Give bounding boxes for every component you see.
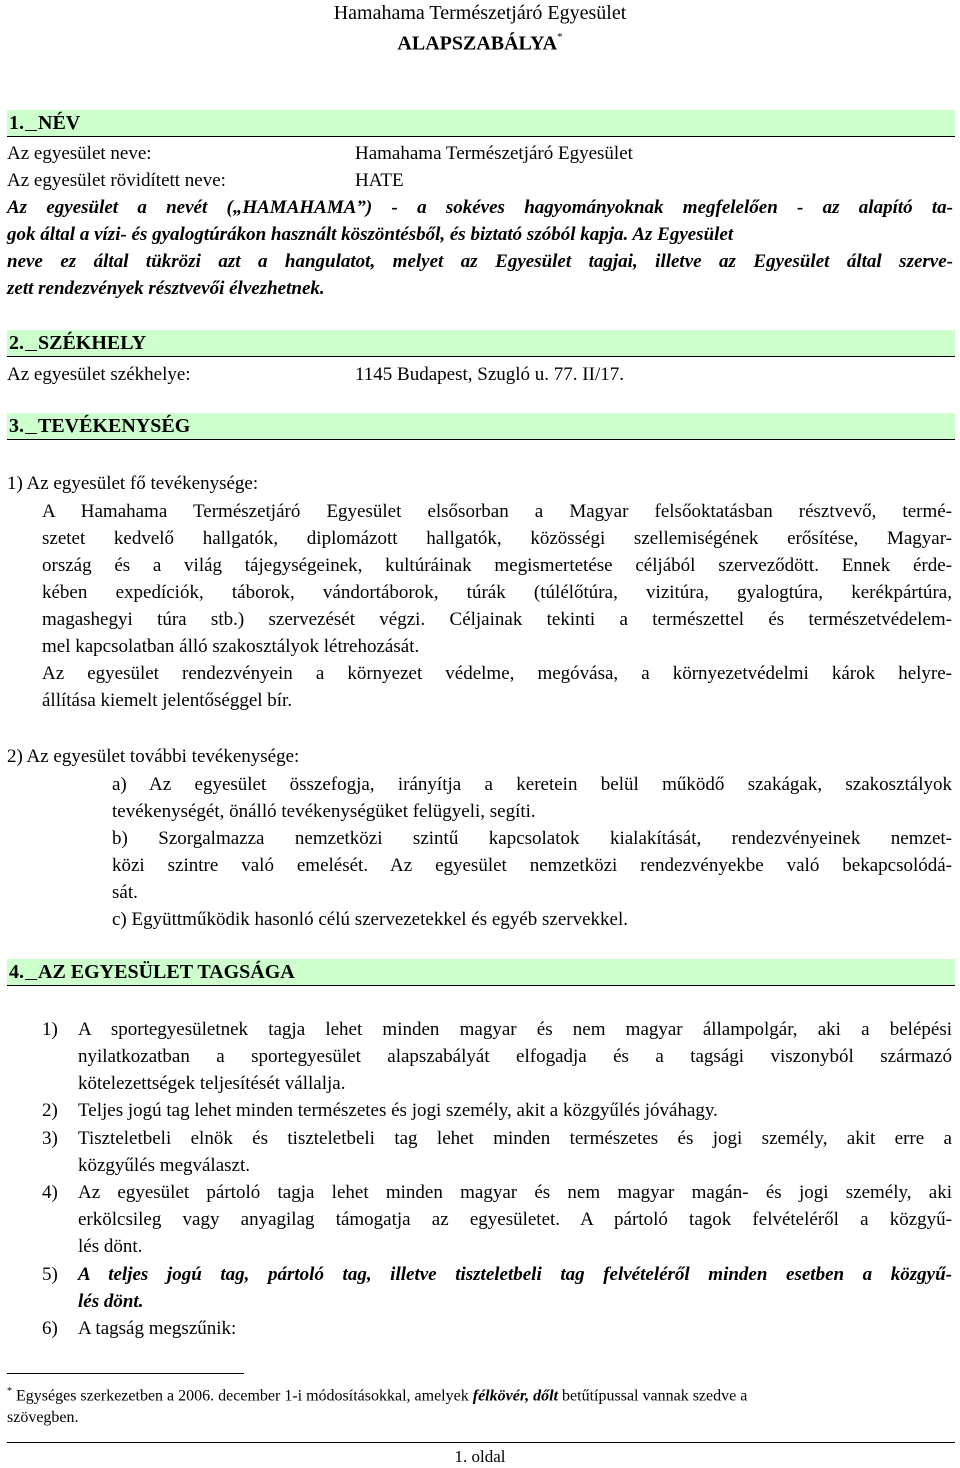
main-activity-line: kében expedíciók, táborok, vándortáborok, túrák (túlélőtúra, vizitúra, gyalogtúra, kerékpártúra, [42, 582, 952, 603]
section-number: 2. [9, 332, 24, 354]
name-description-line: Az egyesület a nevét („HAMAHAMA”) - a sokéves hagyományoknak megfelelően - az alapító ta- [7, 197, 953, 218]
name-value: Hamahama Természetjáró Egyesület [355, 143, 633, 164]
list-item-number: 3) [42, 1128, 58, 1149]
other-activity-line: a) Az egyesület összefogja, irányítja a keretein belül működő szakágak, szakosztályok [112, 774, 952, 795]
section-heading-tagsag [7, 959, 955, 986]
footnote-emphasis: félkövér, dőlt [472, 1387, 559, 1405]
other-activity-line: b) Szorgalmazza nemzetközi szintű kapcsolatok kialakítását, rendezvényeinek nemzet- [112, 828, 952, 849]
main-activity-line: A Hamahama Természetjáró Egyesület elsősorban a Magyar felsőoktatásban résztvevő, termé- [42, 501, 952, 522]
main-activity-line: magashegyi túra stb.) szervezését végzi. Céljainak tekinti a természettel és természetvédelem- [42, 609, 952, 630]
document-header-title: Hamahama Természetjáró Egyesület [333, 2, 627, 24]
list-item-line: Tiszteletbeli elnök és tiszteletbeli tag lehet minden természetes és jogi személy, akit erre a [78, 1128, 952, 1149]
other-activity-line: tevékenységét, önálló tevékenységüket felügyeli, segíti. [112, 801, 536, 822]
list-item-line: A tagság megszűnik: [78, 1318, 237, 1339]
seat-label: Az egyesület székhelye: [7, 364, 191, 385]
seat-value: 1145 Budapest, Szugló u. 77. II/17. [355, 364, 624, 385]
name-description-line: gok által a vízi- és gyalogtúrákon használt köszöntésből, és biztató szóból kapja. Az Egyesület [7, 224, 734, 245]
short-name-label: Az egyesület rövidített neve: [7, 170, 226, 191]
list-item-line: Teljes jogú tag lehet minden természetes és jogi személy, akit a közgyűlés jóváhagy. [78, 1100, 718, 1121]
main-activity-line: ország és a világ tájegységeinek, kultúráinak megismertetése céljából szerveződött. Ennek érde- [42, 555, 952, 576]
short-name-value: HATE [355, 170, 404, 191]
footnote [7, 1381, 952, 1429]
main-activity-heading: 1) Az egyesület fő tevékenysége: [7, 473, 259, 494]
list-item-number: 5) [42, 1264, 58, 1285]
list-item-line: Az egyesület pártoló tagja lehet minden magyar és nem magyar magán- és jogi személy, aki [78, 1182, 952, 1203]
section-number: 3. [9, 415, 24, 437]
name-description-line: zett rendezvények résztvevői élvezhetnek. [7, 278, 325, 299]
section-title: TEVÉKENYSÉG [38, 415, 191, 437]
footnote-mark: * [557, 31, 563, 43]
main-activity-line: szetet kedvelő hallgatók, diplomázott hallgatók, közösségi szellemiségének erősítése, Magyar- [42, 528, 952, 549]
list-item-line: közgyűlés megválaszt. [78, 1155, 251, 1176]
section-heading-tevekenyseg [7, 413, 955, 440]
name-label: Az egyesület neve: [7, 143, 152, 164]
other-activity-line: sát. [112, 882, 138, 903]
page-footer-rule [7, 1442, 955, 1443]
section-number: 1. [9, 112, 24, 134]
name-description-line: neve ez által tükrözi azt a hangulatot, melyet az Egyesület tagjai, illetve az Egyesület által szerve- [7, 251, 953, 272]
section-heading-nev [7, 110, 955, 137]
subtitle-text: ALAPSZABÁLYA [397, 32, 558, 55]
footnote-text: Egységes szerkezetben a 2006. december 1-i módosításokkal, amelyek [16, 1387, 473, 1405]
main-activity-line: állítása kiemelt jelentőséggel bír. [42, 690, 293, 711]
list-item-line: lés dönt. [78, 1291, 144, 1312]
other-activity-line: c) Együttműködik hasonló célú szervezetekkel és egyéb szervekkel. [112, 909, 628, 930]
section-heading-szekhely [7, 330, 955, 357]
other-activity-heading: 2) Az egyesület további tevékenysége: [7, 746, 300, 767]
main-activity-line: mel kapcsolatban álló szakosztályok létrehozását. [42, 636, 420, 657]
document-header-subtitle [0, 26, 960, 57]
footnote-text-cont: betűtípussal vannak szedve a [558, 1387, 748, 1405]
list-item-number: 1) [42, 1019, 58, 1040]
list-item-line: lés dönt. [78, 1236, 143, 1257]
list-item-line: A teljes jogú tag, pártoló tag, illetve tiszteletbeli tag felvételéről minden esetben a közgyű- [78, 1264, 952, 1285]
footnote-text-line2: szövegben. [7, 1409, 79, 1427]
footnote-mark: * [7, 1386, 12, 1397]
page-number: 1. oldal [454, 1447, 506, 1466]
list-item-line: A sportegyesületnek tagja lehet minden magyar és nem magyar állampolgár, aki a belépési [78, 1019, 952, 1040]
section-number: 4. [9, 961, 24, 983]
other-activity-line: közi szintre való emelését. Az egyesület nemzetközi rendezvényekbe való bekapcsolódá- [112, 855, 952, 876]
main-activity-line: Az egyesület rendezvényein a környezet védelme, megóvása, a környezetvédelmi károk helyre- [42, 663, 952, 684]
list-item-number: 6) [42, 1318, 58, 1339]
list-item-line: erkölcsileg vagy anyagilag támogatja az egyesületet. A pártoló tagok felvételéről a közgyű- [78, 1209, 952, 1230]
section-title: SZÉKHELY [38, 332, 147, 354]
section-title: NÉV [38, 112, 81, 134]
list-item-line: nyilatkozatban a sportegyesület alapszabályát elfogadja és a tagsági viszonyból származó [78, 1046, 952, 1067]
list-item-line: kötelezettségek teljesítését vállalja. [78, 1073, 346, 1094]
footnote-separator [7, 1373, 244, 1374]
list-item-number: 4) [42, 1182, 58, 1203]
section-title: AZ EGYESÜLET TAGSÁGA [38, 961, 295, 983]
list-item-number: 2) [42, 1100, 58, 1121]
